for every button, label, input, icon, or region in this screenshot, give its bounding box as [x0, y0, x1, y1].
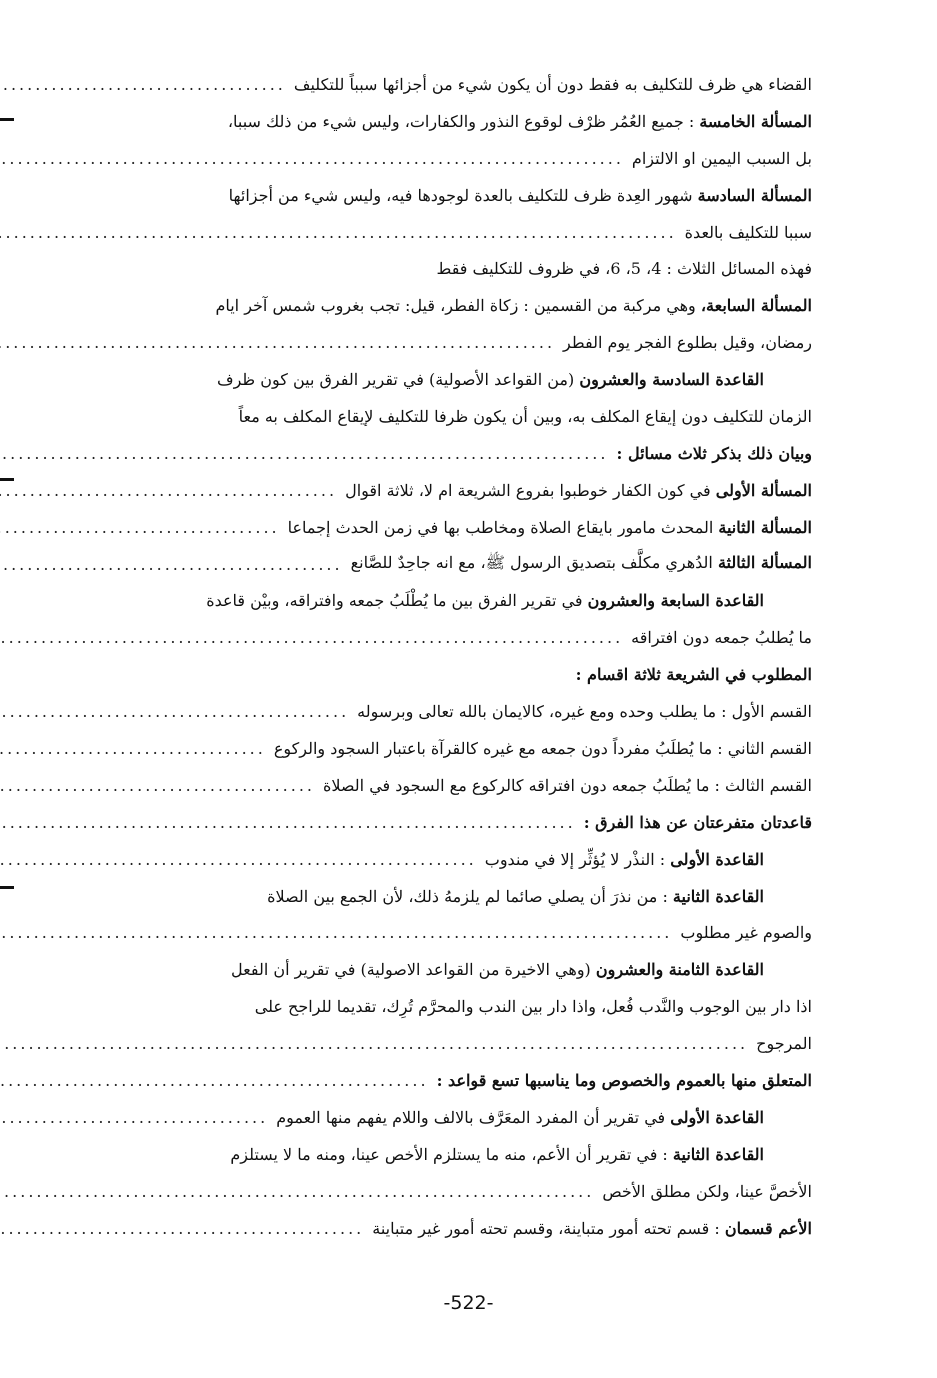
- toc-entry-heading: المتعلق منها بالعموم والخصوص وما يناسبها تسع قواعد :: [436, 1070, 812, 1090]
- scan-margin-mark: [0, 886, 14, 889]
- toc-entry-body: في تقرير الفرق بين ما يُطْلَبُ جمعه وافتراقه، وبيْن قاعدة: [206, 591, 583, 611]
- toc-entry-text: [372, 1219, 812, 1238]
- dot-leader: [0, 1071, 429, 1090]
- toc-entry: [60, 361, 812, 398]
- toc-entry-text: [584, 813, 812, 832]
- toc-entry: [60, 509, 812, 546]
- toc-entry-text: [576, 665, 812, 684]
- toc-entry-heading: القاعدة السادسة والعشرون: [579, 370, 764, 390]
- toc-entry-heading: القاعدة الثانية: [672, 1144, 764, 1164]
- toc-entry-text: [239, 407, 812, 426]
- page-number: -522-: [443, 1292, 494, 1314]
- toc-entry-body: في تقرير أن المفرد المعَرَّف بالالف واللام يفهم منها العموم: [276, 1107, 666, 1127]
- toc-entry-body: القسم الأول : ما يطلب وحده ومع غيره، كالايمان بالله تعالى وبرسوله: [357, 702, 812, 722]
- dot-leader: [0, 333, 555, 352]
- toc-entry: [60, 250, 812, 287]
- toc-entry-body: : جميع العُمُر ظرْف لوقوع النذور والكفارات، وليس شيء من ذلك سببا،: [227, 111, 695, 131]
- toc-entry-body: الدُهري مكلَّف بتصديق الرسول ﷺ، مع انه جاحِدٌ للصَّانع: [350, 552, 713, 572]
- scan-margin-mark: [0, 118, 14, 121]
- toc-entry-text: [255, 997, 812, 1016]
- toc-entry-text: [288, 518, 812, 537]
- dot-leader: [0, 923, 672, 942]
- toc-entry-heading: قاعدتان متفرعتان عن هذا الفرق :: [583, 812, 812, 832]
- toc-entry: [60, 1025, 812, 1062]
- toc-entry-heading: الأعم قسمان: [724, 1218, 812, 1238]
- toc-entry: [60, 656, 812, 693]
- toc-entry: [60, 324, 812, 361]
- toc-entry-body: : قسم تحته أمور متباينة، وقسم تحته أمور غير متباينة: [372, 1218, 720, 1238]
- toc-entry: [60, 767, 812, 804]
- toc-entry-text: [563, 333, 812, 352]
- toc-entry: [60, 287, 812, 324]
- toc-entry: [60, 1062, 812, 1099]
- dot-leader: [0, 1182, 594, 1201]
- toc-entry-body: وهي مركبة من القسمين : زكاة الفطر، قيل: تجب بغروب شمس آخر ايام: [215, 296, 696, 316]
- toc-entry: [60, 177, 812, 214]
- toc-entry-text: [228, 112, 812, 131]
- dot-leader: [0, 628, 623, 647]
- toc-entry-body: ما يُطلبُ جمعه دون افتراقه: [631, 628, 812, 648]
- toc-entry-text: [485, 850, 764, 869]
- toc-entry: [60, 103, 812, 140]
- dot-leader: [0, 481, 337, 500]
- dot-leader: [0, 444, 608, 463]
- toc-entry-heading: القاعدة الثانية: [672, 886, 764, 906]
- toc-entry-text: [345, 481, 812, 500]
- toc-entry-body: الأخصَّ عينا، ولكن مطلق الأخص: [602, 1181, 812, 1201]
- toc-entry: [60, 1099, 812, 1136]
- toc-entry: [60, 582, 812, 619]
- toc-entry: [60, 1136, 812, 1173]
- toc-entry-body: المحدث مامور بايقاع الصلاة ومخاطب بها في زمن الحدث إجماعا: [287, 517, 714, 537]
- toc-entry: [60, 1173, 812, 1210]
- toc-entry-body: سببا للتكليف بالعدة: [684, 222, 812, 242]
- toc-entry-text: [680, 923, 812, 942]
- dot-leader: [0, 555, 343, 574]
- toc-entry-text: [323, 776, 812, 795]
- toc-entry: [60, 214, 812, 251]
- dot-leader: [0, 739, 266, 758]
- dot-leader: [0, 776, 315, 795]
- toc-entry-body: القضاء هي ظرف للتكليف به فقط دون أن يكون شيء من أجزائها سبباً للتكليف: [293, 74, 812, 94]
- toc-entry-heading: المسألة الثانية: [718, 517, 812, 537]
- toc-entry: [60, 988, 812, 1025]
- toc-entry-body: بل السبب اليمين او الالتزام: [631, 148, 812, 168]
- dot-leader: [0, 1034, 748, 1053]
- toc-entry-text: [231, 960, 764, 979]
- toc-entry-text: [267, 887, 764, 906]
- toc-entry: [60, 435, 812, 472]
- dot-leader: [0, 1108, 268, 1127]
- toc-entry-body: رمضان، وقيل بطلوع الفجر يوم الفطر: [563, 333, 812, 353]
- toc-entry-heading: القاعدة السابعة والعشرون: [587, 591, 764, 611]
- dot-leader: [0, 518, 280, 537]
- toc-entry-text: [351, 553, 812, 576]
- toc-entry-body: في كون الكفار خوطبوا بفروع الشريعة ام لا، ثلاثة اقوال: [345, 480, 711, 500]
- toc-entry-text: [602, 1182, 812, 1201]
- toc-entry-text: [294, 75, 812, 94]
- toc-entry-text: [437, 259, 812, 278]
- toc-entry-heading: المطلوب في الشريعة ثلاثة اقسام :: [575, 665, 812, 685]
- toc-entry-heading: القاعدة الثامنة والعشرون: [595, 960, 764, 980]
- toc-entry-text: [632, 149, 812, 168]
- toc-entry: [60, 546, 812, 583]
- toc-entry-body: المرجوح: [756, 1034, 812, 1054]
- dot-leader: [0, 702, 349, 721]
- toc-entry-body: : في تقرير أن الأعم، منه ما يستلزم الأخص عينا، ومنه ما لا يستلزم: [230, 1144, 668, 1164]
- toc-entry-body: (من القواعد الأصولية) في تقرير الفرق بين كون ظرف: [216, 370, 575, 390]
- toc-entry: [60, 398, 812, 435]
- toc-entry: [60, 730, 812, 767]
- toc-entry-heading: القاعدة الأولى: [670, 1107, 764, 1127]
- dot-leader: [0, 850, 477, 869]
- toc-entry-text: [631, 628, 812, 647]
- toc-entry: [60, 619, 812, 656]
- toc-entry-heading: وبيان ذلك بذكر ثلاث مسائل :: [616, 443, 812, 463]
- toc-entry-text: [215, 296, 812, 315]
- toc-entry-heading: المسألة الخامسة: [699, 111, 812, 131]
- toc-entry-body: : النذْر لا يُؤثِّر إلا في مندوب: [484, 849, 666, 869]
- toc-entry-text: [274, 739, 812, 758]
- dot-leader: [0, 1219, 364, 1238]
- dot-leader: [0, 813, 576, 832]
- toc-entry-text: [756, 1034, 812, 1053]
- toc-entry: [60, 878, 812, 915]
- toc-entry: [60, 804, 812, 841]
- toc-entry-text: [229, 186, 812, 205]
- toc-entry-body: اذا دار بين الوجوب والنَّدب فُعل، واذا دار بين الندب والمحرَّم تُرِك، تقديما للراجح على: [254, 997, 812, 1017]
- toc-entry-heading: القاعدة الأولى: [670, 849, 764, 869]
- toc-entry-body: القسم الثالث : ما يُطلَبُ جمعه دون افتراقه كالركوع مع السجود في الصلاة: [323, 775, 812, 795]
- toc-entry-text: [206, 591, 764, 610]
- toc-entry-body: فهذه المسائل الثلاث : 4، 5، 6، في ظروف للتكليف فقط: [436, 259, 812, 279]
- toc-entry-text: [685, 223, 812, 242]
- toc-entry-body: : من نذرَ أن يصلي صائما لم يلزمهُ ذلك، لأن الجمع بين الصلاة: [267, 886, 668, 906]
- toc-entry-heading: المسألة السادسة: [697, 185, 812, 205]
- toc-entry-heading: المسألة الأولى: [715, 480, 812, 500]
- toc-entry-text: [357, 702, 812, 721]
- toc-entry-body: شهور العِدة ظرف للتكليف بالعدة لوجودها فيه، وليس شيء من أجزائها: [228, 185, 693, 205]
- toc-entry: [60, 693, 812, 730]
- dot-leader: [0, 149, 624, 168]
- toc-entry: [60, 951, 812, 988]
- toc-entry: [60, 914, 812, 951]
- toc-entry: [60, 841, 812, 878]
- toc-entry-heading: المسألة الثالثة: [717, 552, 812, 572]
- dot-leader: [0, 75, 286, 94]
- toc-entry-text: [230, 1145, 764, 1164]
- dot-leader: [0, 223, 677, 242]
- toc-entry: [60, 472, 812, 509]
- toc-entry-body: (وهي الاخيرة من القواعد الاصولية) في تقرير أن الفعل: [231, 960, 591, 980]
- toc-entry-text: [437, 1071, 812, 1090]
- toc-entry-text: [217, 370, 764, 389]
- table-of-contents: [60, 66, 812, 1247]
- toc-entry: [60, 140, 812, 177]
- toc-entry: [60, 66, 812, 103]
- toc-entry: [60, 1210, 812, 1247]
- toc-entry-text: [276, 1108, 764, 1127]
- toc-entry-heading: المسألة السابعة،: [700, 296, 812, 316]
- toc-entry-text: [616, 444, 812, 463]
- toc-entry-body: القسم الثاني : ما يُطلَبُ مفرداً دون جمعه مع غيره كالقرآة باعتبار السجود والركوع: [273, 738, 812, 758]
- toc-entry-body: والصوم غير مطلوب: [680, 923, 812, 943]
- toc-entry-body: الزمان للتكليف دون إيقاع المكلف به، وبين أن يكون ظرفا للتكليف لإيقاع المكلف به معاً: [238, 406, 812, 426]
